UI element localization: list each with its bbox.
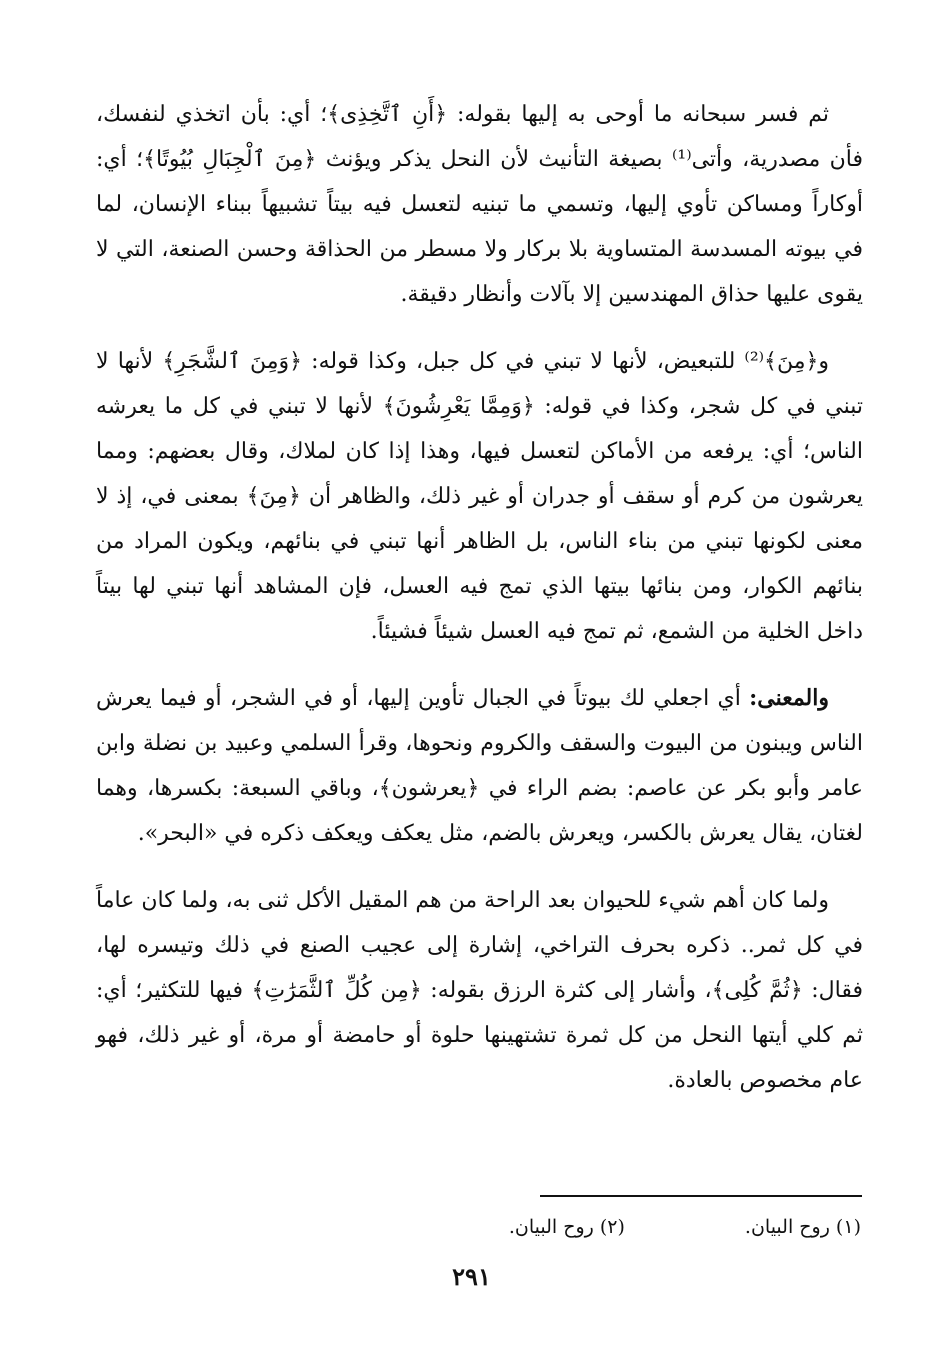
paragraph-2: و﴿مِنَ﴾⁽²⁾ للتبعيض، لأنها لا تبني في كل جبل، وكذا قوله: ﴿وَمِنَ ٱلشَّجَرِ﴾ لأنها لا تبني في كل شجر، وكذا في قوله: ﴿وَمِمَّا يَعْرِشُونَ﴾ لأنها لا تبني في كل ما يعرشه الناس؛ أي: يرفعه من الأماكن لتعسل فيها، وهذا إذا كان لملاك، وقال بعضهم: ومما يعرشون من كرم أو سقف أو جدران أو غير ذلك، والظاهر أن ﴿مِنَ﴾ بمعنى في، إذ لا معنى لكونها تبني من بناء الناس، بل الظاهر أنها تبني في بنائهم، ويكون المراد من بنائهم الكوار، ومن بنائها بيتها الذي تمج فيه العسل، فإن المشاهد أنها تبني لها بيتاً داخل الخلية من الشمع، ثم تمج فيه العسل شيئاً فشيئاً.: [96, 349, 864, 644]
footnotes: [96, 1212, 861, 1242]
paragraph-1: ثم فسر سبحانه ما أوحى به إليها بقوله: ﴿أَنِ ٱتَّخِذِى﴾؛ أي: بأن اتخذي لنفسك، فأن مصدرية، وأتى⁽¹⁾ بصيغة التأنيث لأن النحل يذكر ويؤنث ﴿مِنَ ٱلْجِبَالِ بُيُوتًا﴾؛ أي: أوكاراً ومساكن تأوي إليها، وتسمي ما تبنيه لتعسل فيه بيتاً تشبيهاً ببناء الإنسان، لما في بيوته المسدسة المتساوية بلا بركار ولا مسطر من الحذاقة وحسن الصنعة، التي لا يقوى عليها حذاق المهندسين إلا بآلات وأنظار دقيقة.: [96, 102, 863, 307]
paragraph-3: [96, 676, 863, 856]
footnote-1: (١) روح البيان.: [744, 1216, 861, 1238]
paragraph-4: ولما كان أهم شيء للحيوان بعد الراحة من هم المقيل الأكل ثنى به، ولما كان عاماً في كل ثمر.. ذكره بحرف التراخي، إشارة إلى عجيب الصنع في ذلك وتيسره لها، فقال: ﴿ثُمَّ كُلِى﴾، وأشار إلى كثرة الرزق بقوله: ﴿مِن كُلِّ ٱلثَّمَرَٰتِ﴾ فيها للتكثير؛ أي: ثم كلي أيتها النحل من كل ثمرة تشتهينها حلوة أو حامضة أو مرة، أو غير ذلك، فهو عام مخصوص بالعادة.: [96, 888, 863, 1093]
paragraph-3-lead: والمعنى:: [749, 685, 829, 711]
main-text: [96, 92, 863, 1125]
footnote-divider: [540, 1195, 862, 1197]
page-number: ٢٩١: [452, 1262, 491, 1291]
footnote-2: (٢) روح البيان.: [508, 1216, 625, 1238]
paragraph-3-body: أي اجعلي لك بيوتاً في الجبال تأوين إليها، أو في الشجر، أو فيما يعرش الناس ويبنون من البيوت والسقف والكروم ونحوها، وقرأ السلمي وعبيد بن نضلة وابن عامر وأبو بكر عن عاصم: بضم الراء في ﴿يعرشون﴾، وباقي السبعة: بكسرها، وهما لغتان، يقال يعرش بالكسر، ويعرش بالضم، مثل يعكف ويعكف ذكره في «البحر».: [96, 686, 863, 846]
